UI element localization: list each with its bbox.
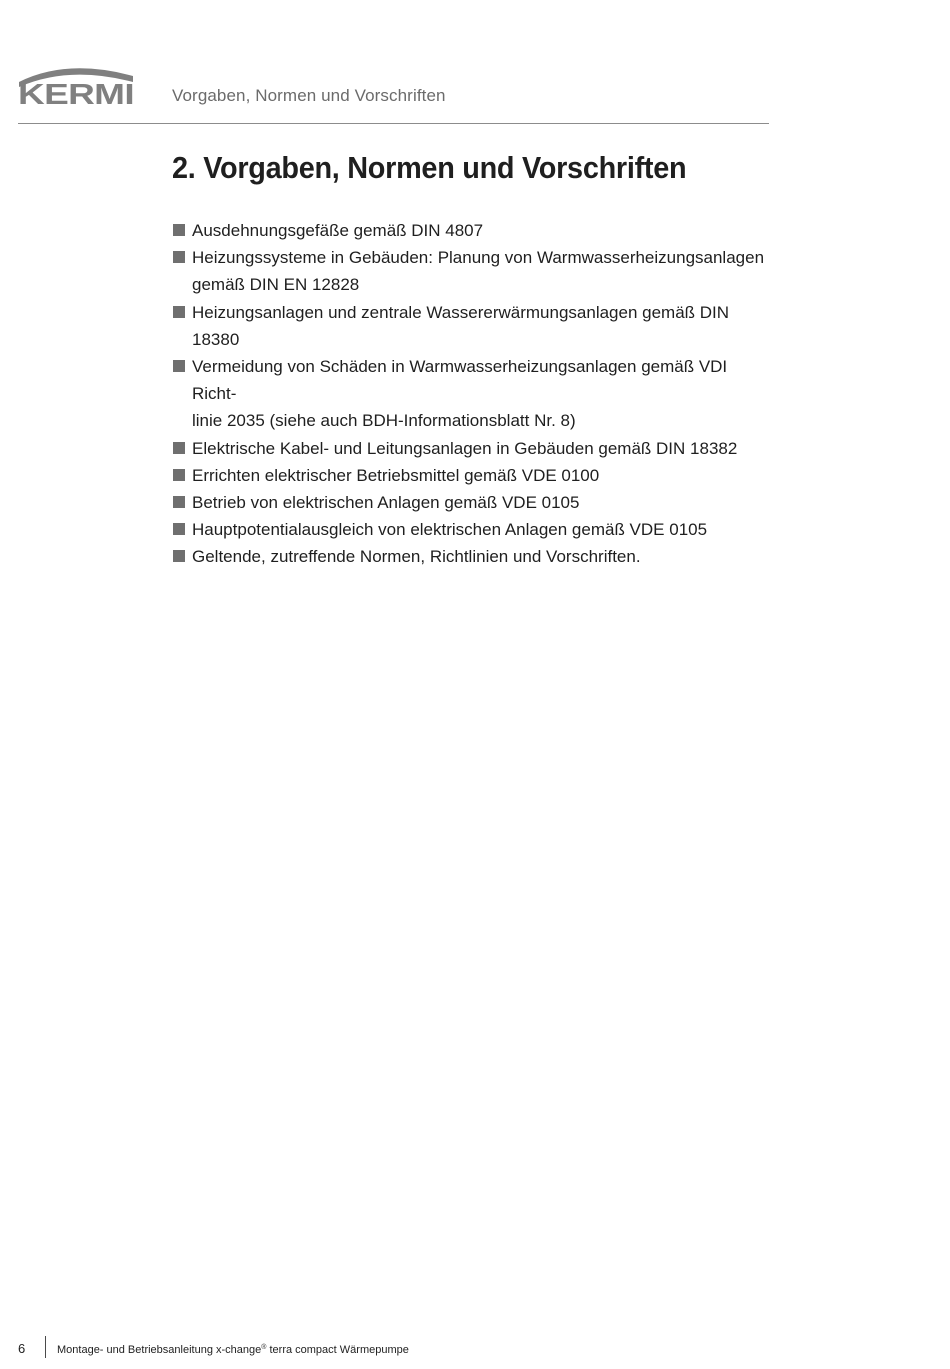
list-item-text: Heizungssysteme in Gebäuden: Planung von Warmwasserheizungsanlagen — [192, 248, 765, 268]
norms-list — [172, 217, 772, 571]
list-item-text-continued: gemäß DIN EN 12828 — [192, 275, 360, 295]
list-item — [172, 217, 772, 244]
registered-mark: ® — [261, 1344, 267, 1351]
list-item — [172, 353, 772, 435]
square-bullet-icon — [173, 224, 185, 236]
list-item — [172, 244, 772, 298]
square-bullet-icon — [173, 360, 185, 372]
list-item — [172, 543, 772, 570]
list-item — [172, 489, 772, 516]
square-bullet-icon — [173, 442, 185, 454]
logo-wordmark: KERMI — [18, 79, 134, 106]
list-item-text: Errichten elektrischer Betriebsmittel gemäß VDE 0100 — [192, 465, 600, 485]
square-bullet-icon — [173, 550, 185, 562]
list-item-text: Hauptpotentialausgleich von elektrischen Anlagen gemäß VDE 0105 — [192, 520, 708, 540]
list-item-text: Betrieb von elektrischen Anlagen gemäß VDE 0105 — [192, 493, 580, 513]
square-bullet-icon — [173, 469, 185, 481]
list-item-text: Vermeidung von Schäden in Warmwasserheizungsanlagen gemäß VDI Richt- — [192, 357, 728, 404]
square-bullet-icon — [173, 496, 185, 508]
list-item-text-continued: linie 2035 (siehe auch BDH-Informationsblatt Nr. 8) — [192, 411, 576, 431]
square-bullet-icon — [173, 306, 185, 318]
footer-title-part: terra compact Wärmepumpe — [266, 1344, 409, 1356]
square-bullet-icon — [173, 523, 185, 535]
list-item — [172, 435, 772, 462]
page-title: 2. Vorgaben, Normen und Vorschriften — [172, 150, 687, 185]
list-item — [172, 462, 772, 489]
header-section-title: Vorgaben, Normen und Vorschriften — [172, 86, 446, 105]
footer-document-title — [57, 1344, 409, 1356]
footer-divider — [45, 1336, 46, 1358]
kermi-logo — [17, 60, 135, 106]
header-divider — [18, 123, 769, 124]
list-item — [172, 299, 772, 353]
list-item-text: Elektrische Kabel- und Leitungsanlagen in Gebäuden gemäß DIN 18382 — [192, 438, 738, 458]
list-item-text: Ausdehnungsgefäße gemäß DIN 4807 — [192, 221, 484, 240]
list-item-text-continued: 18380 — [192, 329, 240, 349]
square-bullet-icon — [173, 251, 185, 263]
list-item-text: Heizungsanlagen und zentrale Wassererwärmungsanlagen gemäß DIN — [192, 302, 730, 322]
page-number: 6 — [18, 1341, 26, 1356]
footer-title-part: Montage- und Betriebsanleitung x-change — [57, 1344, 262, 1356]
list-item-text: Geltende, zutreffende Normen, Richtlinien und Vorschriften. — [192, 547, 641, 567]
list-item — [172, 516, 772, 543]
